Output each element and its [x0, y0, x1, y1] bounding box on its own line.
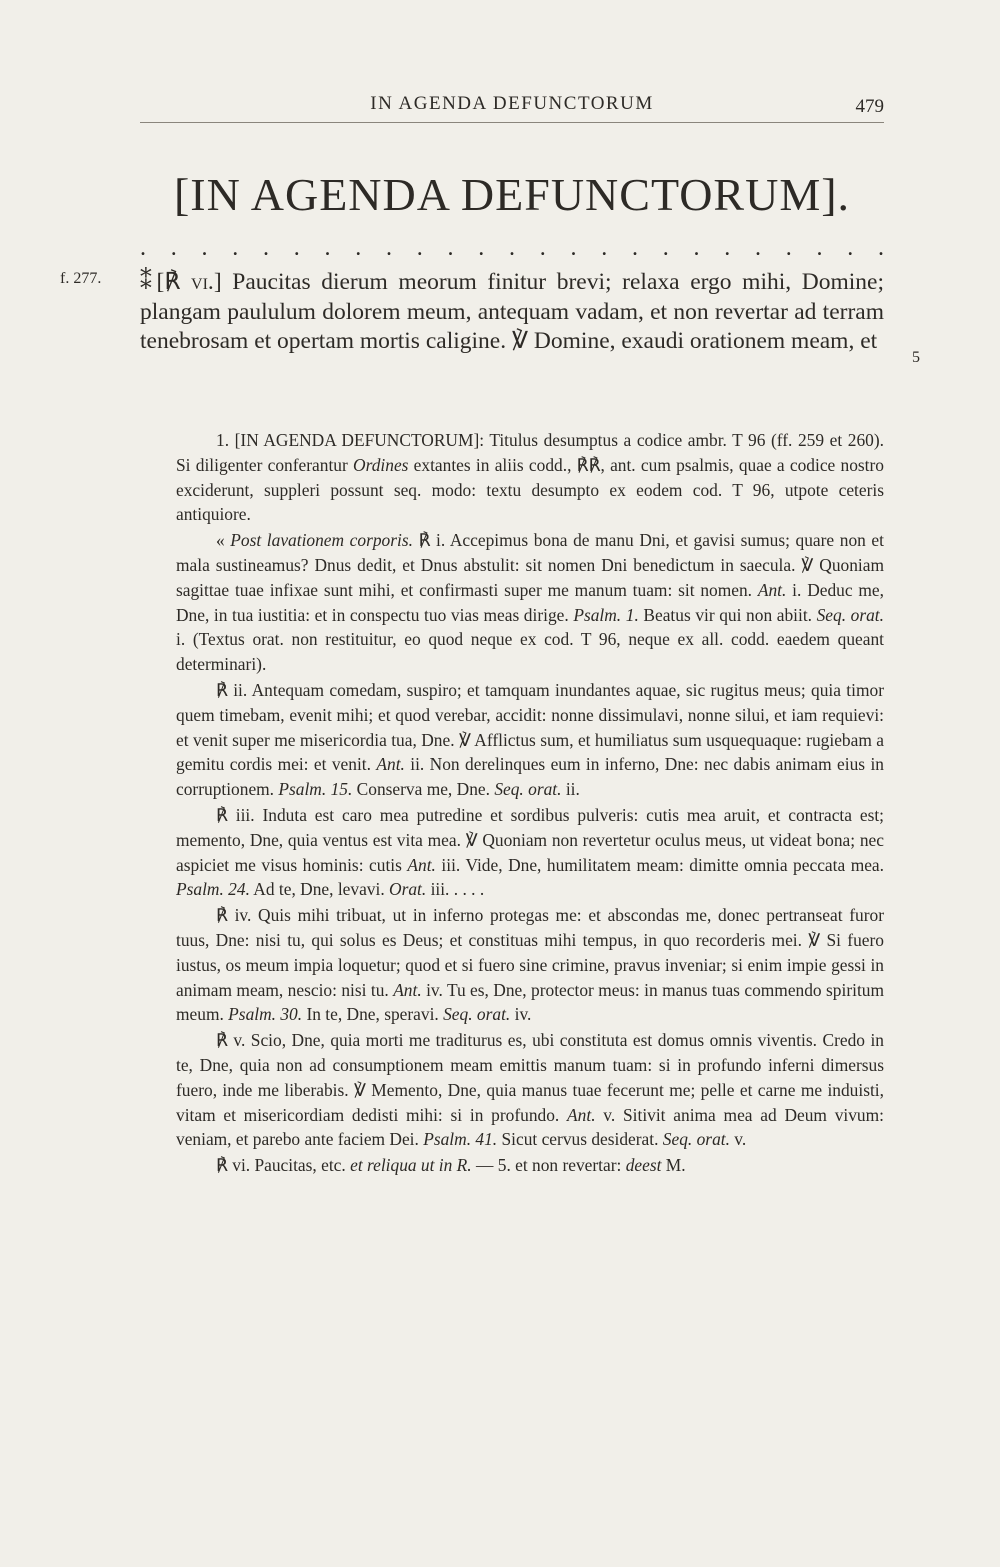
omission-dot: .: [785, 235, 792, 261]
omission-dot: .: [416, 235, 423, 261]
omission-dot: .: [878, 235, 884, 261]
note-segment: v. Sitivit anima mea ad Deum vivum: veniam, et parebo ante faciem Dei.: [176, 1104, 884, 1150]
main-text: [140, 268, 884, 357]
note-segment: In te, Dne, speravi.: [302, 1004, 444, 1025]
note-segment: ℟ vi. Paucitas, etc.: [216, 1155, 351, 1176]
omission-dot: .: [755, 235, 761, 261]
note-segment: iii. . . . .: [426, 879, 485, 900]
critical-notes: [176, 428, 884, 1179]
note-segment: Sicut cervus desiderat.: [497, 1129, 663, 1150]
note-segment: i. Deduc me, Dne, in tua iustitia: et in conspectu tuo vias meas dirige.: [176, 579, 884, 625]
omission-dot: .: [632, 235, 638, 261]
note-segment: — 5. et non revertar:: [471, 1155, 626, 1176]
omission-dot: .: [847, 235, 854, 261]
note-italic-segment: Ordines: [353, 454, 409, 475]
note-italic-segment: Post lavationem corporis.: [230, 530, 413, 551]
omission-dot: .: [293, 235, 300, 261]
omission-dot: .: [263, 235, 269, 261]
omission-dot: .: [693, 235, 700, 261]
note-italic-segment: Ant.: [393, 979, 422, 1000]
note-segment: M.: [661, 1155, 686, 1176]
omission-dot: .: [662, 235, 669, 261]
note-segment: Beatus vir qui non abiit.: [638, 604, 817, 625]
note-paragraph: [176, 1028, 884, 1152]
omission-dot: .: [724, 235, 731, 261]
note-segment: v.: [729, 1129, 747, 1150]
note-italic-segment: Psalm. 24.: [176, 879, 250, 900]
omission-dots: [140, 236, 884, 260]
omission-dot: .: [201, 235, 208, 261]
note-segment: iv. Tu es, Dne, protector meus: in manus tuas commendo spiritum meum.: [176, 979, 885, 1025]
note-segment: ℟ v. Scio, Dne, quia morti me traditurus es, ubi constituta est domus omnis viventis. Credo in te, Dne, quia non ad consumptionem meam emittis manum tuam: si in profundo inferni dimersus fuero, inde me liberabis. ℣ Memento, Dne, quia manus tuae fecerunt me; pelle et carne me induisti, vitam et misericordiam dedisti mihi: si in profundo.: [176, 1030, 884, 1125]
note-segment: ii.: [561, 779, 580, 800]
folio-marker: f. 277.: [60, 270, 102, 287]
note-segment: «: [216, 530, 231, 551]
omission-dot: .: [140, 235, 146, 261]
note-segment: i. (Textus orat. non restituitur, eo quod neque ex cod. T 96, neque ex all. codd. eaedem queant determinari).: [176, 629, 884, 675]
note-segment: Ad te, Dne, levavi.: [249, 879, 390, 900]
note-italic-segment: Seq. orat.: [816, 604, 884, 625]
omission-dot: .: [570, 235, 577, 261]
note-italic-segment: Psalm. 30.: [228, 1004, 303, 1025]
note-italic-segment: Ant.: [757, 579, 787, 600]
chapter-title: [IN AGENDA DEFUNCTORUM].: [173, 169, 851, 220]
omission-dot: .: [324, 235, 331, 261]
note-segment: iv.: [510, 1004, 532, 1025]
running-head: [140, 88, 884, 123]
omission-dot: .: [816, 235, 823, 261]
note-italic-segment: Psalm. 1.: [573, 604, 639, 625]
page-number: 479: [855, 96, 884, 117]
note-italic-segment: Seq. orat.: [662, 1129, 730, 1150]
note-italic-segment: Psalm. 41.: [423, 1129, 498, 1150]
note-segment: ℟ i. Accepimus bona de manu Dni, et gavisi sumus; quare non et mala sustineamus? Dnus dedit, et Dnus abstulit: sit nomen Dni benedictum in saecula. ℣ Quoniam sagittae tuae infixae sunt mihi, et confirmasti super me manum tuam: sit nomen.: [176, 530, 884, 600]
omission-dot: .: [170, 235, 177, 261]
note-italic-segment: Psalm. 15.: [278, 779, 353, 800]
note-italic-segment: deest: [625, 1155, 662, 1176]
note-italic-segment: Orat.: [389, 879, 427, 900]
note-paragraph: [176, 803, 884, 902]
note-paragraph: [176, 678, 884, 802]
note-segment: ℟ iii. Induta est caro mea putredine et sordibus pulveris: cutis mea aruit, et contracta est; memento, Dne, quia ventus est vita mea. ℣ Quoniam non revertetur oculus meus, ut videat bona; nec aspiciet me visus hominis: cutis: [176, 804, 884, 875]
note-italic-segment: Seq. orat.: [494, 779, 562, 800]
note-italic-segment: Ant.: [407, 854, 436, 875]
main-text-marker: ⁑[℟: [140, 269, 192, 295]
note-paragraph: [176, 1153, 884, 1178]
omission-dot: .: [601, 235, 608, 261]
note-italic-segment: et reliqua ut in R.: [350, 1155, 472, 1176]
main-text-numeral: vi.: [191, 269, 214, 295]
note-segment: Conserva me, Dne.: [352, 779, 495, 800]
omission-dot: .: [447, 235, 454, 261]
note-segment: ℟ iv. Quis mihi tribuat, ut in inferno protegas me: et abscondas me, donec pertranseat furor tuus, Dne: nisi tu, qui solus es Deus; et constituas mihi tempus, in quo recorderis mei. ℣ Si fuero iustus, os meum impia loquetur; quod et si fuero sine crimine, pravus inveniar; si enim impie gessi in animam meam, nescio: nisi tu.: [176, 905, 884, 1000]
note-segment: ℟ ii. Antequam comedam, suspiro; et tamquam inundantes aquae, sic rugitus meus; quia timor quem timebam, evenit mihi; et quod verebar, accidit: nonne dissimulavi, nonne silui, et iam requievi: et venit super me misericordia tua, Dne. ℣ Afflictus sum, et humiliatus sum usquequaque: rugiebam a gemitu cordis mei: et venit.: [176, 679, 884, 775]
note-segment: ii. Non derelinques eum in inferno, Dne: nec dabis animam eius in corruptionem.: [176, 754, 884, 800]
omission-dot: .: [478, 235, 485, 261]
note-italic-segment: Ant.: [567, 1104, 596, 1125]
running-head-title: IN AGENDA DEFUNCTORUM: [370, 93, 654, 114]
note-italic-segment: Ant.: [376, 754, 405, 775]
omission-dot: .: [386, 235, 392, 261]
note-segment: extantes in aliis codd., ℟℟, ant. cum psalmis, quae a codice nostro exciderunt, suppleri possunt seq. modo: textu desumpto ex eodem cod. T 96, utpote ceteris antiquiore.: [176, 454, 884, 525]
note-paragraph: [176, 528, 884, 677]
note-paragraph: [176, 428, 884, 527]
note-paragraph: [176, 903, 884, 1027]
omission-dot: .: [509, 235, 515, 261]
main-text-body: ] Paucitas dierum meorum finitur brevi; relaxa ergo mihi, Domine; plangam paululum dolorem meum, antequam vadam, et non revertar ad terram tenebrosam et opertam mortis caligine. ℣ Domine, exaudi orationem meam, et: [140, 269, 885, 354]
line-number-marker: 5: [912, 349, 920, 366]
note-segment: 1. [IN AGENDA DEFUNCTORUM]: Titulus desumptus a codice ambr. T 96 (ff. 259 et 260). Si diligenter conferantur: [176, 430, 884, 475]
note-italic-segment: Seq. orat.: [443, 1004, 511, 1025]
omission-dot: .: [355, 235, 362, 261]
note-segment: iii. Vide, Dne, humilitatem meam: dimitte omnia peccata mea.: [435, 854, 885, 875]
omission-dot: .: [232, 235, 239, 261]
omission-dot: .: [539, 235, 546, 261]
